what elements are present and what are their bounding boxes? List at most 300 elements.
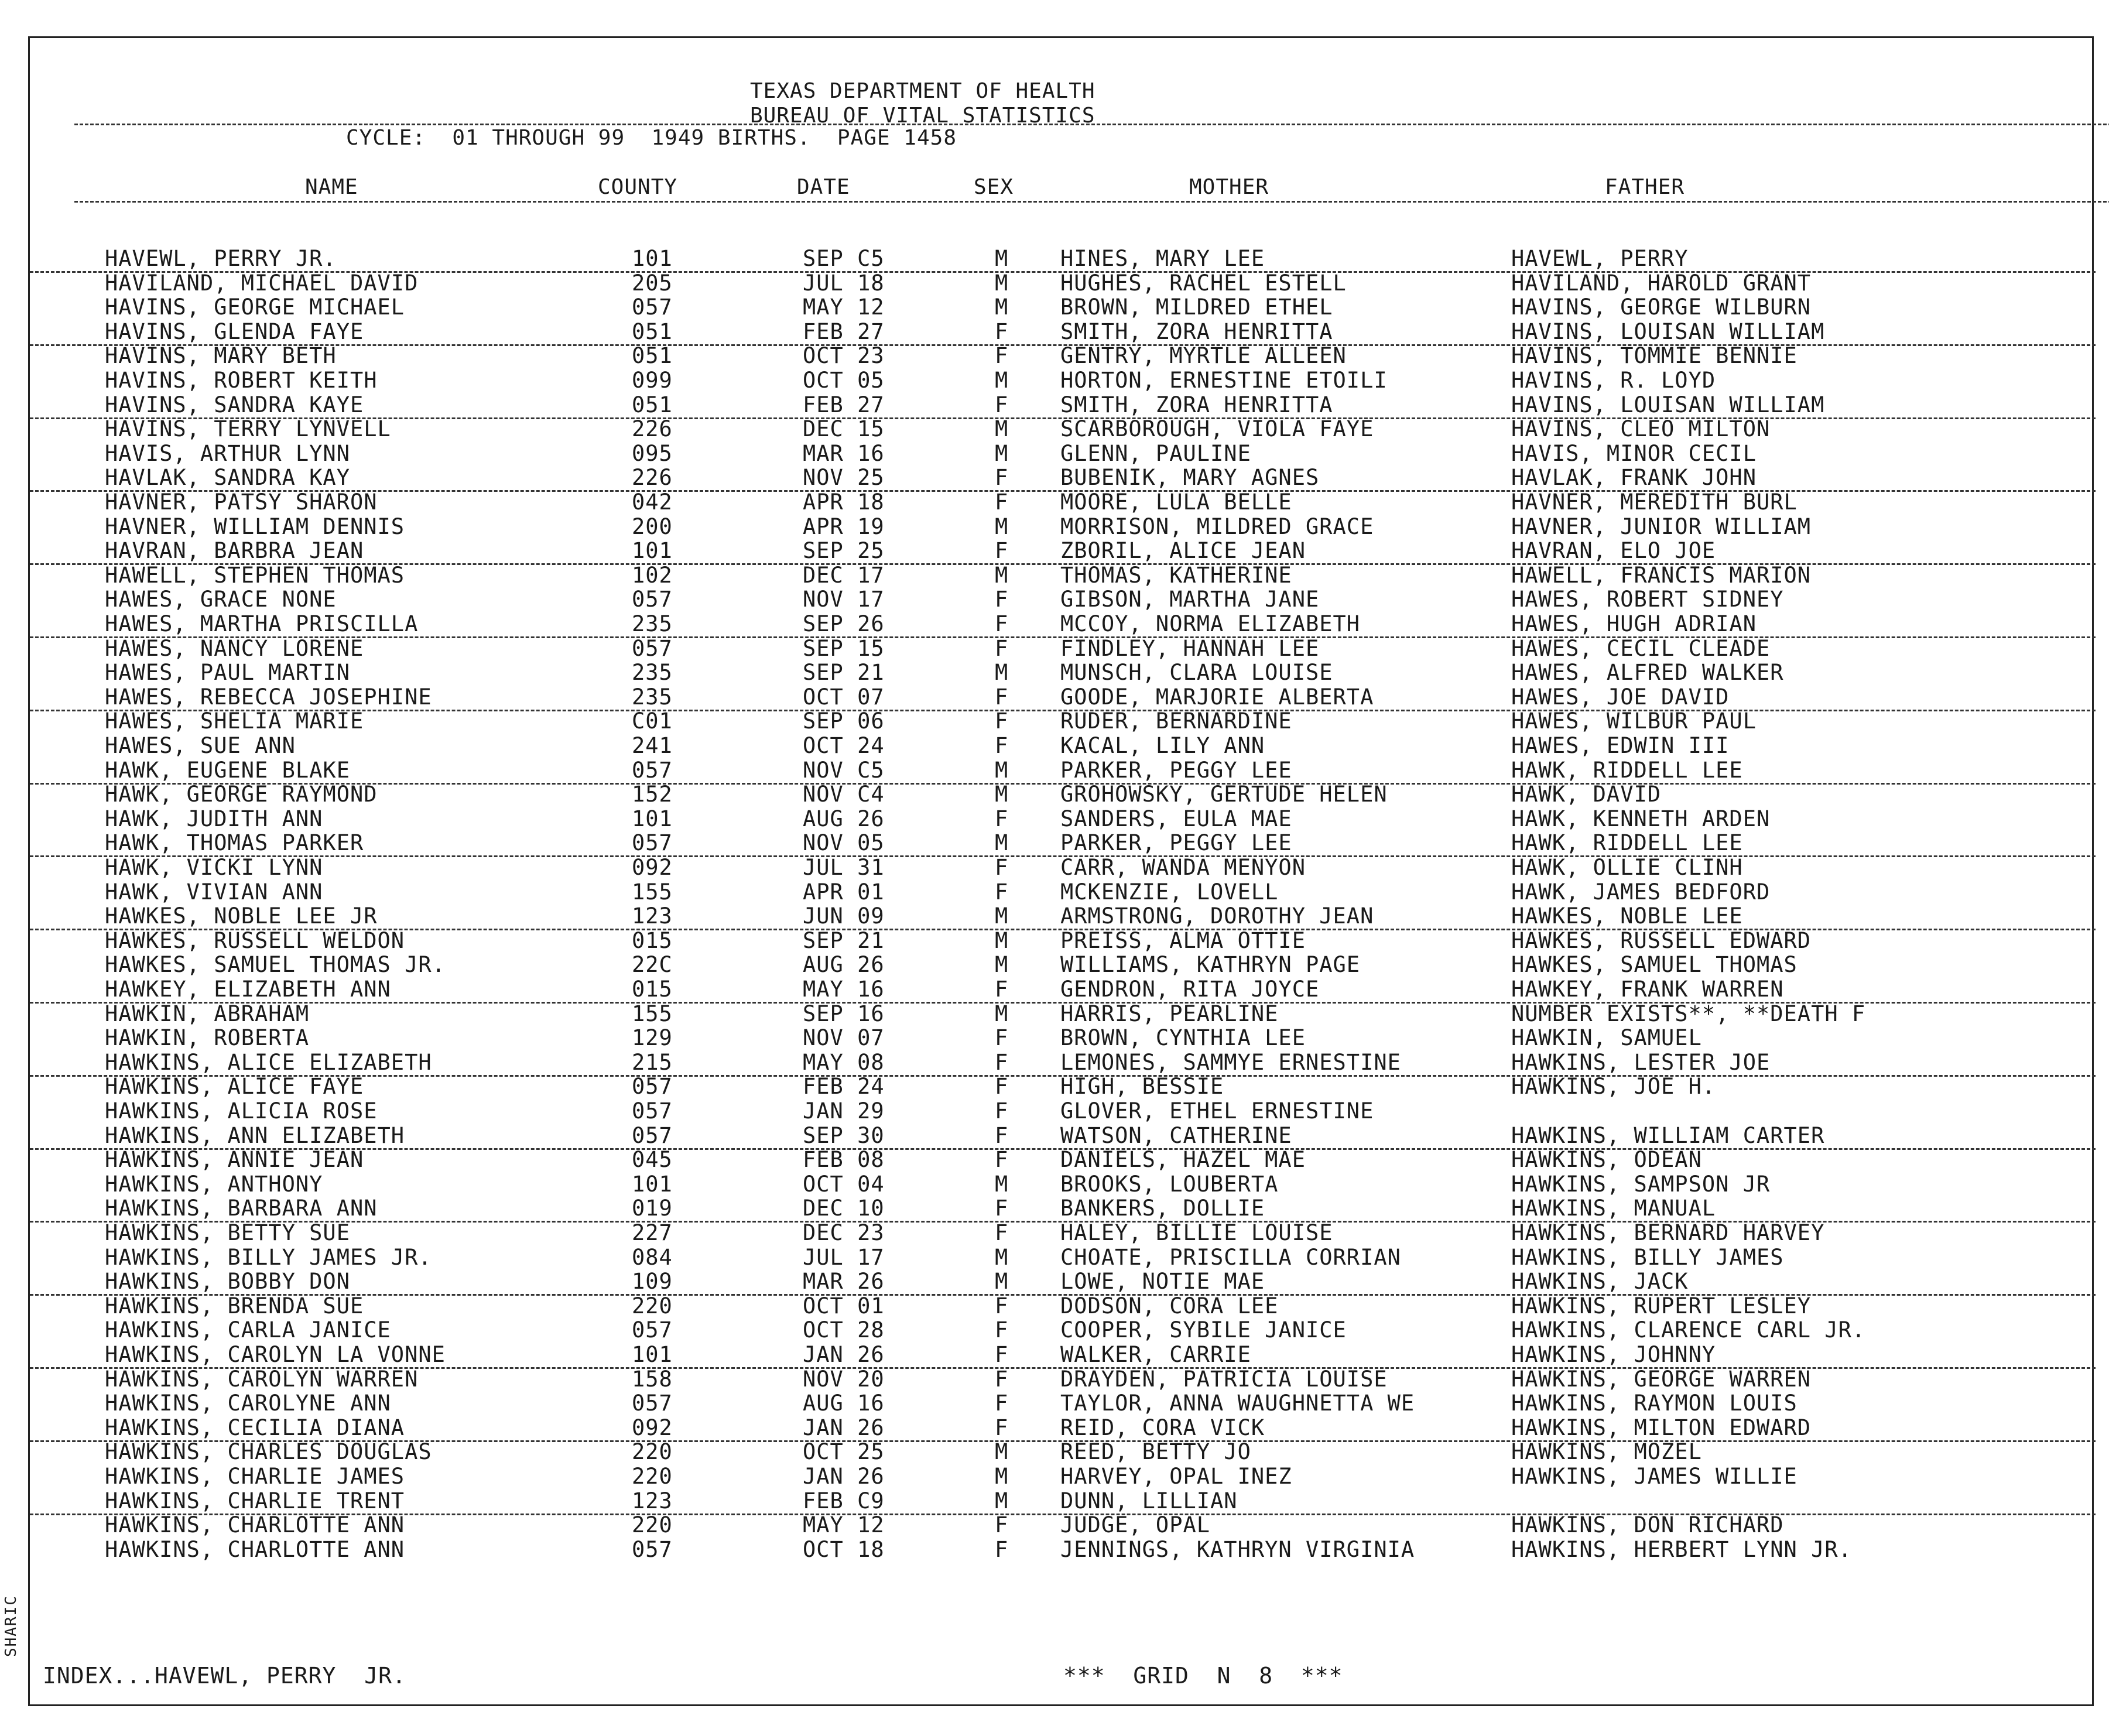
cell-county: 057 bbox=[632, 635, 673, 661]
table-row bbox=[30, 855, 2096, 880]
cell-mother: DANIELS, HAZEL MAE bbox=[1060, 1147, 1306, 1173]
column-header-date: DATE bbox=[797, 175, 850, 199]
cell-father: HAVNER, JUNIOR WILLIAM bbox=[1511, 513, 1812, 539]
table-row bbox=[30, 758, 2096, 785]
cell-sex: M bbox=[995, 952, 1009, 978]
cell-father: HAVINS, GEORGE WILBURN bbox=[1511, 295, 1812, 320]
cell-county: 102 bbox=[632, 562, 673, 588]
cell-mother: SMITH, ZORA HENRITTA bbox=[1060, 392, 1333, 417]
cell-date: NOV C4 bbox=[803, 782, 885, 807]
cell-date: OCT 07 bbox=[803, 684, 885, 710]
cell-date: MAY 08 bbox=[803, 1049, 885, 1075]
cell-father: HAWKINS, HERBERT LYNN JR. bbox=[1511, 1536, 1852, 1562]
cell-date: OCT 24 bbox=[803, 733, 885, 758]
cell-mother: GROHOWSKY, GERTUDE HELEN bbox=[1060, 782, 1388, 807]
cell-mother: BUBENIK, MARY AGNES bbox=[1060, 465, 1320, 491]
cell-mother: BROWN, CYNTHIA LEE bbox=[1060, 1025, 1306, 1051]
table-row bbox=[30, 515, 2096, 539]
cell-sex: F bbox=[995, 1098, 1009, 1124]
table-row bbox=[30, 929, 2096, 953]
cell-mother: FINDLEY, HANNAH LEE bbox=[1060, 635, 1320, 661]
cell-sex: M bbox=[995, 416, 1009, 442]
cell-sex: F bbox=[995, 1391, 1009, 1416]
cell-mother: TAYLOR, ANNA WAUGHNETTA WE bbox=[1060, 1391, 1415, 1416]
cell-father: HAWKINS, BERNARD HARVEY bbox=[1511, 1220, 1825, 1245]
cell-sex: M bbox=[995, 368, 1009, 393]
cell-county: 101 bbox=[632, 246, 673, 271]
cell-name: HAWKINS, CECILIA DIANA bbox=[105, 1415, 405, 1440]
cell-date: JAN 26 bbox=[803, 1342, 885, 1367]
cell-sex: M bbox=[995, 927, 1009, 953]
table-row bbox=[30, 465, 2096, 492]
cell-name: HAVINS, ROBERT KEITH bbox=[105, 368, 378, 393]
cell-date: OCT 01 bbox=[803, 1293, 885, 1319]
cell-name: HAVEWL, PERRY JR. bbox=[105, 246, 337, 271]
cell-mother: REID, CORA VICK bbox=[1060, 1415, 1265, 1440]
cell-date: APR 18 bbox=[803, 489, 885, 515]
document-frame bbox=[28, 36, 2094, 1706]
cell-mother: BROOKS, LOUBERTA bbox=[1060, 1171, 1279, 1197]
table-row bbox=[30, 1221, 2096, 1245]
cell-county: 101 bbox=[632, 538, 673, 564]
cell-father: HAVINS, R. LOYD bbox=[1511, 368, 1716, 393]
cell-father: HAWKINS, GEORGE WARREN bbox=[1511, 1366, 1812, 1392]
cell-county: 084 bbox=[632, 1244, 673, 1270]
cell-date: MAR 16 bbox=[803, 440, 885, 466]
cell-mother: COOPER, SYBILE JANICE bbox=[1060, 1317, 1347, 1343]
cell-date: DEC 15 bbox=[803, 416, 885, 442]
cell-sex: F bbox=[995, 1317, 1009, 1343]
cell-father: HAWKINS, MILTON EDWARD bbox=[1511, 1415, 1812, 1440]
cell-county: 200 bbox=[632, 513, 673, 539]
cell-mother: ARMSTRONG, DOROTHY JEAN bbox=[1060, 903, 1374, 929]
cell-sex: F bbox=[995, 489, 1009, 515]
cell-county: 227 bbox=[632, 1220, 673, 1245]
cell-county: 015 bbox=[632, 927, 673, 953]
cell-name: HAWKIN, ABRAHAM bbox=[105, 1001, 310, 1026]
cell-name: HAWES, SUE ANN bbox=[105, 733, 296, 758]
table-row bbox=[30, 1440, 2096, 1464]
cell-date: AUG 16 bbox=[803, 1391, 885, 1416]
cell-mother: HIGH, BESSIE bbox=[1060, 1074, 1224, 1100]
cell-sex: F bbox=[995, 1049, 1009, 1075]
cell-county: 123 bbox=[632, 1488, 673, 1514]
cell-name: HAWELL, STEPHEN THOMAS bbox=[105, 562, 405, 588]
cell-sex: F bbox=[995, 465, 1009, 491]
cell-date: OCT 04 bbox=[803, 1171, 885, 1197]
table-row bbox=[30, 1196, 2096, 1223]
cell-county: 051 bbox=[632, 319, 673, 344]
cell-date: AUG 26 bbox=[803, 952, 885, 978]
cell-mother: CARR, WANDA MENYON bbox=[1060, 855, 1306, 880]
cell-date: MAR 26 bbox=[803, 1269, 885, 1295]
header-bureau: BUREAU OF VITAL STATISTICS bbox=[750, 104, 1095, 128]
cell-name: HAWK, VICKI LYNN bbox=[105, 855, 323, 880]
cell-mother: MCCOY, NORMA ELIZABETH bbox=[1060, 611, 1361, 636]
cell-mother: WATSON, CATHERINE bbox=[1060, 1122, 1292, 1148]
cell-mother: GENTRY, MYRTLE ALLEEN bbox=[1060, 343, 1347, 369]
cell-date: NOV C5 bbox=[803, 757, 885, 783]
cell-father: HAVEWL, PERRY bbox=[1511, 246, 1689, 271]
cell-father: HAWKINS, ODEAN bbox=[1511, 1147, 1702, 1173]
cell-county: C01 bbox=[632, 708, 673, 734]
cell-name: HAWKINS, ANN ELIZABETH bbox=[105, 1122, 405, 1148]
table-row bbox=[30, 1513, 2096, 1538]
cell-county: 051 bbox=[632, 392, 673, 417]
cell-county: 226 bbox=[632, 465, 673, 491]
cell-county: 123 bbox=[632, 903, 673, 929]
cell-date: SEP 16 bbox=[803, 1001, 885, 1026]
cell-sex: F bbox=[995, 1147, 1009, 1173]
cell-father: HAWKINS, JAMES WILLIE bbox=[1511, 1464, 1798, 1489]
cell-father: HAWKINS, WILLIAM CARTER bbox=[1511, 1122, 1825, 1148]
cell-county: 051 bbox=[632, 343, 673, 369]
cell-county: 057 bbox=[632, 1122, 673, 1148]
cell-name: HAWKINS, ALICE ELIZABETH bbox=[105, 1049, 432, 1075]
table-row bbox=[30, 246, 2096, 273]
cell-father: HAWES, ROBERT SIDNEY bbox=[1511, 587, 1784, 612]
cell-father: HAVINS, LOUISAN WILLIAM bbox=[1511, 319, 1825, 344]
cell-date: JUL 18 bbox=[803, 270, 885, 296]
cell-date: FEB 27 bbox=[803, 319, 885, 344]
table-row bbox=[30, 1026, 2096, 1050]
cell-county: 057 bbox=[632, 1391, 673, 1416]
cell-mother: RUDER, BERNARDINE bbox=[1060, 708, 1292, 734]
cell-mother: GLOVER, ETHEL ERNESTINE bbox=[1060, 1098, 1374, 1124]
cell-name: HAWKINS, ANNIE JEAN bbox=[105, 1147, 364, 1173]
cell-father: HAWKINS, RAYMON LOUIS bbox=[1511, 1391, 1798, 1416]
cell-name: HAWK, JUDITH ANN bbox=[105, 806, 323, 831]
cell-sex: F bbox=[995, 1293, 1009, 1319]
cell-county: 057 bbox=[632, 587, 673, 612]
cell-name: HAWK, GEORGE RAYMOND bbox=[105, 782, 378, 807]
footer-index: INDEX...HAVEWL, PERRY JR. bbox=[43, 1663, 406, 1689]
cell-date: DEC 10 bbox=[803, 1196, 885, 1221]
cell-father: HAVIS, MINOR CECIL bbox=[1511, 440, 1757, 466]
cell-mother: SMITH, ZORA HENRITTA bbox=[1060, 319, 1333, 344]
table-row bbox=[30, 1099, 2096, 1124]
cell-date: JUL 31 bbox=[803, 855, 885, 880]
cell-mother: ZBORIL, ALICE JEAN bbox=[1060, 538, 1306, 564]
cell-father: HAWELL, FRANCIS MARION bbox=[1511, 562, 1812, 588]
cell-county: 155 bbox=[632, 1001, 673, 1026]
cell-father: HAWKINS, JACK bbox=[1511, 1269, 1689, 1295]
cell-county: 045 bbox=[632, 1147, 673, 1173]
cell-father: HAWES, CECIL CLEADE bbox=[1511, 635, 1771, 661]
table-row bbox=[30, 1148, 2096, 1172]
cell-sex: F bbox=[995, 879, 1009, 905]
cell-date: SEP 25 bbox=[803, 538, 885, 564]
cell-mother: SANDERS, EULA MAE bbox=[1060, 806, 1292, 831]
cell-county: 220 bbox=[632, 1293, 673, 1319]
cell-mother: LOWE, NOTIE MAE bbox=[1060, 1269, 1265, 1295]
cell-name: HAWK, EUGENE BLAKE bbox=[105, 757, 350, 783]
cell-sex: M bbox=[995, 440, 1009, 466]
cell-father: HAWES, JOE DAVID bbox=[1511, 684, 1730, 710]
cell-date: MAY 12 bbox=[803, 1512, 885, 1538]
cell-sex: F bbox=[995, 392, 1009, 417]
cell-date: NOV 17 bbox=[803, 587, 885, 612]
cell-date: JUL 17 bbox=[803, 1244, 885, 1270]
cell-name: HAVRAN, BARBRA JEAN bbox=[105, 538, 364, 564]
cell-sex: F bbox=[995, 1415, 1009, 1440]
cell-sex: F bbox=[995, 806, 1009, 831]
cell-county: 057 bbox=[632, 757, 673, 783]
header-dept: TEXAS DEPARTMENT OF HEALTH bbox=[750, 79, 1095, 103]
cell-mother: GIBSON, MARTHA JANE bbox=[1060, 587, 1320, 612]
cell-mother: MCKENZIE, LOVELL bbox=[1060, 879, 1279, 905]
cell-sex: F bbox=[995, 635, 1009, 661]
table-row bbox=[30, 1124, 2096, 1150]
cell-mother: REED, BETTY JO bbox=[1060, 1439, 1251, 1465]
table-row bbox=[30, 587, 2096, 612]
footer-grid: *** GRID N 8 *** bbox=[1063, 1663, 1343, 1689]
table-row bbox=[30, 441, 2096, 466]
cell-father: HAWKIN, SAMUEL bbox=[1511, 1025, 1702, 1051]
cell-father: HAVLAK, FRANK JOHN bbox=[1511, 465, 1757, 491]
cell-date: MAY 16 bbox=[803, 977, 885, 1002]
table-row bbox=[30, 782, 2096, 807]
cell-county: 099 bbox=[632, 368, 673, 393]
table-row bbox=[30, 1294, 2096, 1319]
cell-mother: GLENN, PAULINE bbox=[1060, 440, 1251, 466]
table-row bbox=[30, 1245, 2096, 1270]
cell-mother: PARKER, PEGGY LEE bbox=[1060, 757, 1292, 783]
cell-father: HAWK, RIDDELL LEE bbox=[1511, 830, 1743, 856]
cell-date: OCT 23 bbox=[803, 343, 885, 369]
cell-mother: MORRISON, MILDRED GRACE bbox=[1060, 513, 1374, 539]
table-row bbox=[30, 417, 2096, 441]
cell-name: HAWES, REBECCA JOSEPHINE bbox=[105, 684, 432, 710]
cell-father: HAWKINS, CLARENCE CARL JR. bbox=[1511, 1317, 1866, 1343]
cell-mother: THOMAS, KATHERINE bbox=[1060, 562, 1292, 588]
cell-date: SEP C5 bbox=[803, 246, 885, 271]
cell-mother: GENDRON, RITA JOYCE bbox=[1060, 977, 1320, 1002]
cell-father: HAWK, JAMES BEDFORD bbox=[1511, 879, 1771, 905]
cell-mother: KACAL, LILY ANN bbox=[1060, 733, 1265, 758]
cell-mother: DUNN, LILLIAN bbox=[1060, 1488, 1238, 1514]
cell-county: 057 bbox=[632, 1536, 673, 1562]
cell-sex: F bbox=[995, 708, 1009, 734]
cell-mother: PREISS, ALMA OTTIE bbox=[1060, 927, 1306, 953]
cell-name: HAWKINS, CHARLIE JAMES bbox=[105, 1464, 405, 1489]
cell-county: 101 bbox=[632, 1171, 673, 1197]
cell-mother: CHOATE, PRISCILLA CORRIAN bbox=[1060, 1244, 1401, 1270]
cell-date: OCT 18 bbox=[803, 1536, 885, 1562]
cell-county: 019 bbox=[632, 1196, 673, 1221]
cell-name: HAWES, SHELIA MARIE bbox=[105, 708, 364, 734]
cell-date: SEP 21 bbox=[803, 660, 885, 686]
cell-county: 057 bbox=[632, 830, 673, 856]
cell-sex: F bbox=[995, 343, 1009, 369]
table-row bbox=[30, 1391, 2096, 1416]
cell-county: 095 bbox=[632, 440, 673, 466]
cell-county: 158 bbox=[632, 1366, 673, 1392]
table-row bbox=[30, 563, 2096, 588]
table-row bbox=[30, 1343, 2096, 1369]
cell-sex: F bbox=[995, 684, 1009, 710]
cell-sex: F bbox=[995, 1342, 1009, 1367]
table-row bbox=[30, 1172, 2096, 1197]
table-row bbox=[30, 320, 2096, 346]
cell-date: SEP 06 bbox=[803, 708, 885, 734]
cell-county: 241 bbox=[632, 733, 673, 758]
cell-father: HAWKINS, LESTER JOE bbox=[1511, 1049, 1771, 1075]
cell-name: HAWKINS, CHARLOTTE ANN bbox=[105, 1536, 405, 1562]
cell-father: HAWKES, NOBLE LEE bbox=[1511, 903, 1743, 929]
table-row bbox=[30, 368, 2096, 393]
cell-sex: M bbox=[995, 513, 1009, 539]
table-row bbox=[30, 904, 2096, 930]
cell-name: HAVINS, MARY BETH bbox=[105, 343, 337, 369]
cell-mother: BROWN, MILDRED ETHEL bbox=[1060, 295, 1333, 320]
table-row bbox=[30, 1416, 2096, 1442]
cell-sex: M bbox=[995, 270, 1009, 296]
cell-date: NOV 20 bbox=[803, 1366, 885, 1392]
table-row bbox=[30, 977, 2096, 1004]
table-row bbox=[30, 539, 2096, 565]
cell-sex: M bbox=[995, 1001, 1009, 1026]
cell-name: HAWES, MARTHA PRISCILLA bbox=[105, 611, 419, 636]
cell-sex: M bbox=[995, 757, 1009, 783]
cell-county: 235 bbox=[632, 611, 673, 636]
cell-county: 109 bbox=[632, 1269, 673, 1295]
cell-name: HAWKINS, CAROLYNE ANN bbox=[105, 1391, 391, 1416]
cell-county: 220 bbox=[632, 1439, 673, 1465]
cell-county: 22C bbox=[632, 952, 673, 978]
cell-name: HAWK, VIVIAN ANN bbox=[105, 879, 323, 905]
cell-sex: F bbox=[995, 319, 1009, 344]
cell-county: 101 bbox=[632, 1342, 673, 1367]
cell-father: HAWKINS, JOE H. bbox=[1511, 1074, 1716, 1100]
cell-county: 057 bbox=[632, 295, 673, 320]
cell-mother: SCARBOROUGH, VIOLA FAYE bbox=[1060, 416, 1374, 442]
cell-sex: M bbox=[995, 903, 1009, 929]
cell-sex: M bbox=[995, 782, 1009, 807]
cell-father: HAWKES, RUSSELL EDWARD bbox=[1511, 927, 1812, 953]
cell-date: NOV 25 bbox=[803, 465, 885, 491]
cell-name: HAWKINS, CAROLYN LA VONNE bbox=[105, 1342, 446, 1367]
cell-sex: F bbox=[995, 1536, 1009, 1562]
cell-father: HAVNER, MEREDITH BURL bbox=[1511, 489, 1798, 515]
table-row bbox=[30, 344, 2096, 368]
cell-name: HAVILAND, MICHAEL DAVID bbox=[105, 270, 419, 296]
cell-mother: JENNINGS, KATHRYN VIRGINIA bbox=[1060, 1536, 1415, 1562]
cell-date: DEC 17 bbox=[803, 562, 885, 588]
header-rule-1 bbox=[74, 124, 2109, 125]
table-row bbox=[30, 880, 2096, 905]
cell-date: FEB 27 bbox=[803, 392, 885, 417]
cell-county: 057 bbox=[632, 1317, 673, 1343]
cell-county: 152 bbox=[632, 782, 673, 807]
cell-sex: M bbox=[995, 246, 1009, 271]
cell-name: HAWKES, NOBLE LEE JR bbox=[105, 903, 378, 929]
cell-name: HAWKINS, BRENDA SUE bbox=[105, 1293, 364, 1319]
cell-father: HAVINS, CLEO MILTON bbox=[1511, 416, 1771, 442]
column-header-rule bbox=[74, 201, 2109, 203]
cell-father: NUMBER EXISTS**, **DEATH F bbox=[1511, 1001, 1866, 1026]
cell-name: HAWKINS, CAROLYN WARREN bbox=[105, 1366, 419, 1392]
table-row bbox=[30, 734, 2096, 758]
cell-mother: MUNSCH, CLARA LOUISE bbox=[1060, 660, 1333, 686]
cell-sex: M bbox=[995, 1488, 1009, 1514]
cell-sex: F bbox=[995, 1025, 1009, 1051]
cell-name: HAVINS, GEORGE MICHAEL bbox=[105, 295, 405, 320]
table-row bbox=[30, 685, 2096, 711]
cell-mother: HORTON, ERNESTINE ETOILI bbox=[1060, 368, 1388, 393]
cell-name: HAVIS, ARTHUR LYNN bbox=[105, 440, 350, 466]
cell-date: NOV 05 bbox=[803, 830, 885, 856]
cell-father: HAWK, RIDDELL LEE bbox=[1511, 757, 1743, 783]
cell-date: SEP 26 bbox=[803, 611, 885, 636]
cell-name: HAWKINS, CHARLIE TRENT bbox=[105, 1488, 405, 1514]
cell-name: HAWES, GRACE NONE bbox=[105, 587, 337, 612]
cell-name: HAVLAK, SANDRA KAY bbox=[105, 465, 350, 491]
cell-mother: LEMONES, SAMMYE ERNESTINE bbox=[1060, 1049, 1401, 1075]
column-header-mother: MOTHER bbox=[1189, 175, 1269, 199]
cell-father: HAWES, HUGH ADRIAN bbox=[1511, 611, 1757, 636]
table-row bbox=[30, 831, 2096, 857]
cell-county: 057 bbox=[632, 1098, 673, 1124]
table-row bbox=[30, 636, 2096, 661]
cell-father: HAWKINS, RUPERT LESLEY bbox=[1511, 1293, 1812, 1319]
cell-father: HAWKINS, DON RICHARD bbox=[1511, 1512, 1784, 1538]
cell-father: HAWKINS, JOHNNY bbox=[1511, 1342, 1716, 1367]
cell-name: HAWKES, RUSSELL WELDON bbox=[105, 927, 405, 953]
table-row bbox=[30, 1318, 2096, 1343]
cell-date: JAN 26 bbox=[803, 1464, 885, 1489]
table-row bbox=[30, 953, 2096, 977]
table-row bbox=[30, 490, 2096, 515]
table-row bbox=[30, 660, 2096, 685]
cell-mother: HARRIS, PEARLINE bbox=[1060, 1001, 1279, 1026]
cell-sex: F bbox=[995, 855, 1009, 880]
cell-sex: F bbox=[995, 1196, 1009, 1221]
cell-name: HAWKIN, ROBERTA bbox=[105, 1025, 310, 1051]
cell-father: HAVINS, LOUISAN WILLIAM bbox=[1511, 392, 1825, 417]
cell-sex: F bbox=[995, 1074, 1009, 1100]
cell-date: NOV 07 bbox=[803, 1025, 885, 1051]
cell-father: HAVRAN, ELO JOE bbox=[1511, 538, 1716, 564]
cell-mother: JUDGE, OPAL bbox=[1060, 1512, 1211, 1538]
cell-date: OCT 25 bbox=[803, 1439, 885, 1465]
cell-father: HAWES, ALFRED WALKER bbox=[1511, 660, 1784, 686]
cell-name: HAWKINS, BETTY SUE bbox=[105, 1220, 350, 1245]
cell-sex: M bbox=[995, 1464, 1009, 1489]
cell-county: 220 bbox=[632, 1464, 673, 1489]
cell-sex: F bbox=[995, 1512, 1009, 1538]
cell-name: HAWES, NANCY LORENE bbox=[105, 635, 364, 661]
cell-mother: MOORE, LULA BELLE bbox=[1060, 489, 1292, 515]
cell-sex: F bbox=[995, 538, 1009, 564]
cell-date: FEB 24 bbox=[803, 1074, 885, 1100]
cell-name: HAWKINS, ANTHONY bbox=[105, 1171, 323, 1197]
table-row bbox=[30, 1002, 2096, 1026]
cell-name: HAVINS, GLENDA FAYE bbox=[105, 319, 364, 344]
table-row bbox=[30, 1464, 2096, 1489]
cell-name: HAWKINS, ALICIA ROSE bbox=[105, 1098, 378, 1124]
cell-father: HAWKES, SAMUEL THOMAS bbox=[1511, 952, 1798, 978]
cell-county: 235 bbox=[632, 660, 673, 686]
table-row bbox=[30, 1074, 2096, 1099]
cell-father: HAVILAND, HAROLD GRANT bbox=[1511, 270, 1812, 296]
cell-father: HAWKINS, SAMPSON JR bbox=[1511, 1171, 1771, 1197]
table-row bbox=[30, 807, 2096, 831]
cell-sex: M bbox=[995, 1439, 1009, 1465]
cell-father: HAWK, OLLIE CLINH bbox=[1511, 855, 1743, 880]
cell-sex: M bbox=[995, 562, 1009, 588]
cell-mother: WALKER, CARRIE bbox=[1060, 1342, 1251, 1367]
